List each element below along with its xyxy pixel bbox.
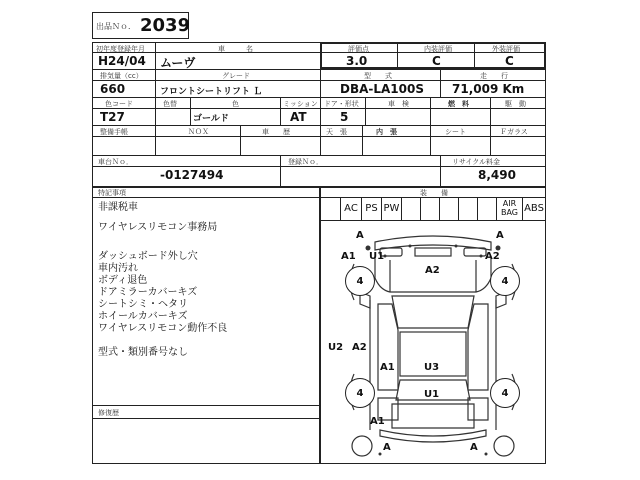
mission: AT [290,110,307,124]
hue-label: 色替 [163,100,177,108]
tire-front-right: 4 [490,266,520,296]
seat-label: シート [445,128,466,136]
damage-fender-right: A2 [485,251,500,262]
damage-rear-bumper: A1 [370,416,385,427]
inspection-label: 車 検 [388,100,409,108]
notes-list [98,202,227,359]
note-line: 非課税車 [98,202,138,213]
lot-number: 2039 [140,15,191,36]
exterior-label: 外装評価 [492,45,520,53]
damage-side-left-2: A2 [352,342,367,353]
note-line: シートシミ・ヘタリ [98,299,188,310]
equip-ps: PS [362,197,382,220]
mileage-label: 走 行 [480,72,508,80]
recycle-label: リサイクル料金 [452,158,501,166]
manual-label: 整備手帳 [100,128,128,136]
grade-label: グレード [222,72,250,80]
recycle-fee: 8,490 [478,168,516,182]
damage-front-right: A [496,230,504,241]
score: 3.0 [346,54,368,68]
equip-empty [459,197,478,220]
note-line [98,235,227,251]
equip-airbag: AIR BAG [497,197,523,220]
displacement-label: 排気量（cc） [100,72,143,80]
color: ゴールド [193,114,229,124]
color-code-label: 色コード [105,100,133,108]
drive-label: 駆 動 [505,100,526,108]
equip-empty [421,197,440,220]
fuel-label: 燃 料 [448,100,469,108]
glass-label: Ｆガラス [500,128,528,136]
score-label: 評価点 [348,45,369,53]
note-line: ボディ退色 [98,275,148,286]
displacement: 660 [100,82,126,96]
tire-rear-right: 4 [490,378,520,408]
damage-rear-panel: U1 [424,389,440,400]
note-line: ワイヤレスリモコン動作不良 [98,323,228,334]
damage-front-left: A [356,230,364,241]
mission-label: ミッション [283,100,318,108]
equip-empty [478,197,497,220]
roof-label: 天 張 [326,128,347,136]
registration-label: 登録Ｎｏ． [288,158,323,166]
equip-empty [440,197,459,220]
nox-label: ＮＯＸ [188,128,209,136]
reg-year: H24/04 [98,54,146,68]
color-code: T27 [100,110,125,124]
mileage: 71,009 Km [452,82,525,96]
damage-hood-center: A2 [425,265,440,276]
tire-front-left: 4 [345,266,375,296]
notes-header: 特記事項 [98,189,126,197]
model-label: 型 式 [364,72,392,80]
equip-abs: ABS [524,203,544,214]
note-line: 型式・類別番号なし [98,347,188,358]
damage-fender-left: A1 [341,251,356,262]
chassis-number: -0127494 [160,168,224,182]
note-line: ドアミラーカバーキズ [98,287,198,298]
note-line: 車内汚れ [98,263,138,274]
damage-side-left-1: U2 [328,342,344,353]
damage-hood-left: U1 [369,251,385,262]
grade: フロントシートリフト Ｌ [160,87,263,97]
doors: 5 [340,110,349,124]
equip-ac: AC [340,197,362,220]
reg-year-label: 初年度登録年月 [96,45,145,53]
note-line [98,335,227,347]
note-line: ダッシュボード外し穴 [98,251,198,262]
car-name: ムーヴ [160,56,196,70]
tire-rear-left: 4 [345,378,375,408]
equip-pw: PW [382,197,402,220]
equip-empty [402,197,421,220]
doors-label: ドア・形状 [324,100,359,108]
repair-history-label: 修復歴 [98,409,119,417]
note-line: ホイールカバーキズ [98,311,188,322]
lot-label: 出品Ｎｏ． [96,22,136,31]
equipment-header: 装 備 [420,189,448,197]
chassis-label: 車台Ｎｏ． [98,158,133,166]
damage-rear-center: U3 [424,362,440,373]
model-code: DBA-LA100S [340,82,424,96]
car-name-label: 車 名 [218,45,253,53]
damage-spare-left: A [383,442,391,453]
equipment-row [320,197,546,220]
history-label: 車 歴 [262,128,290,136]
interior-grade: C [432,54,441,68]
interior-trim-label: 内 張 [376,128,397,136]
damage-rear-door: A1 [380,362,395,373]
interior-label: 内装評価 [424,45,452,53]
damage-spare-right: A [470,442,478,453]
color-label: 色 [232,100,239,108]
note-line: ワイヤレスリモコン事務局 [98,222,218,233]
exterior-grade: C [505,54,514,68]
